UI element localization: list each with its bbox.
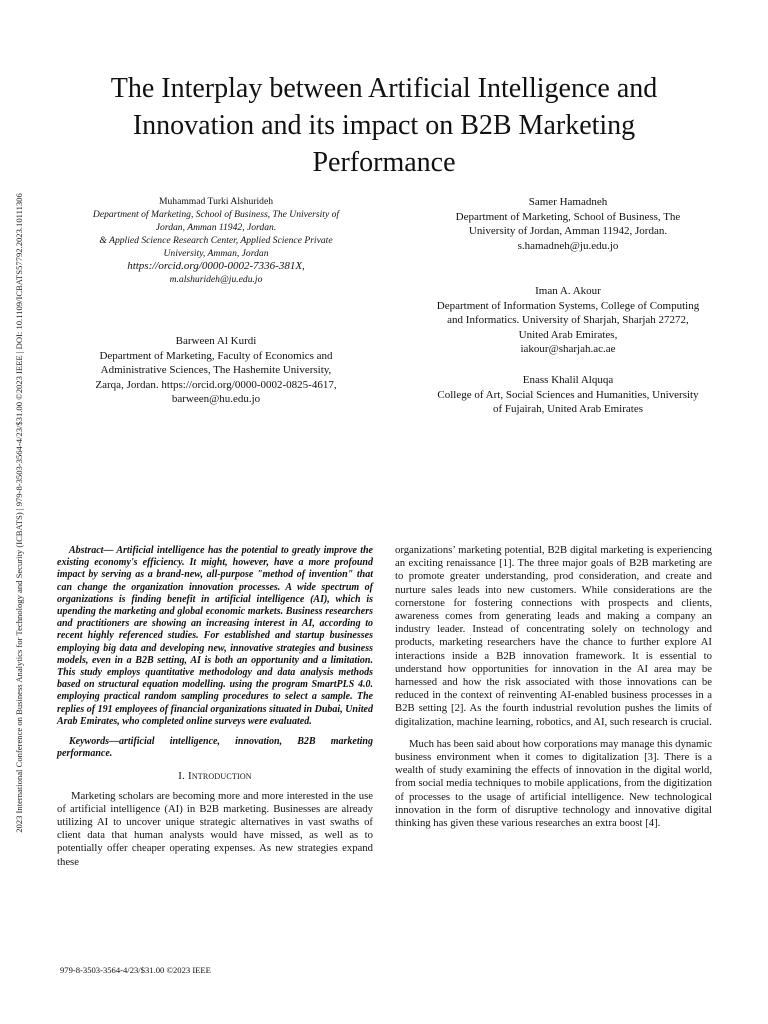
author-affiliation: College of Art, Social Sciences and Humanities, University [437, 388, 699, 401]
paper-title [60, 70, 708, 181]
body-paragraph: Much has been said about how corporations may manage this dynamic business environment when it comes to digitalization [3]. There is a wealth of study examining the effects of innovation in the digital world, from social media techniques to mobile applications, from the digitization of processes to the usage of artificial intelligence. New technological innovation in the form of disruptive technology and innovative digital thinking has given these various researches an extra boost [4]. [395, 737, 712, 830]
author-email[interactable]: iakour@sharjah.ac.ae [520, 343, 616, 355]
author-affiliation: of Fujairah, United Arab Emirates [493, 403, 643, 415]
right-column [395, 544, 712, 830]
author-block-5 [400, 373, 736, 417]
author-orcid[interactable]: https://orcid.org/0000-0002-7336-381X, [127, 260, 305, 272]
author-block-1 [52, 195, 380, 286]
author-block-3 [52, 334, 380, 407]
author-affiliation: Administrative Sciences, The Hashemite University, [100, 364, 332, 376]
author-block-4 [400, 284, 736, 357]
left-column [57, 545, 373, 869]
author-affiliation: United Arab Emirates, [518, 328, 618, 341]
keywords: Keywords—artificial intelligence, innovation, B2B marketing performance. [57, 736, 373, 760]
author-affiliation: Department of Marketing, School of Business, The University of [92, 209, 340, 220]
title-line: The Interplay between Artificial Intelligence and [110, 73, 658, 104]
title-line: Innovation and its impact on B2B Marketing [132, 110, 636, 141]
body-paragraph: organizations’ marketing potential, B2B digital marketing is experiencing an exciting renaissance [1]. The three major goals of B2B marketing are to promote greater understanding, prod consideration, and create and nurture sales leads into new customers. While considerations are the cornerstone for fostering connections with prospects and clients, awareness comes from generating leads and making a company an industry leader. Instead of concentrating solely on technology and products, marketing researchers have the chance to further explore AI interactions inside a B2B innovation framework. It is essential to understand how opportunities for innovation in the AI area may be harnessed and how the risk associated with those innovations can be reduced in the context of reinventing AI-enabled business processes in a B2B setting [2]. As the fourth industrial revolution pushes the limits of digitalization, machine learning, robotics, and AI, such research is crucial. [395, 544, 712, 728]
author-affiliation: University of Jordan, Amman 11942, Jordan. [468, 225, 668, 237]
author-name: Barween Al Kurdi [175, 335, 257, 347]
author-name: Enass Khalil Alquqa [522, 374, 614, 386]
author-email[interactable]: m.alshurideh@ju.edu.jo [169, 274, 263, 285]
side-margin-note [4, 128, 34, 898]
author-name: Samer Hamadneh [528, 196, 608, 208]
author-affiliation: University, Amman, Jordan [163, 248, 269, 259]
intro-paragraph: Marketing scholars are becoming more and more interested in the use of artificial intelligence (AI) in B2B marketing. Businesses are already utilizing AI to uncover unique strategic alternatives in vast swaths of client data that human analysts would have missed, as well as to potentially offer cheaper operating expenses. As new strategies expand these [57, 789, 373, 868]
author-affiliation: Department of Marketing, School of Business, The [455, 210, 681, 223]
author-affiliation: and Informatics. University of Sharjah, Sharjah 27272, [447, 314, 689, 326]
section-heading: I. Introduction [178, 770, 252, 783]
author-affiliation: Department of Marketing, Faculty of Economics and [99, 349, 333, 362]
conference-doi-note: 2023 International Conference on Business Analytics for Technology and Security (ICBATS) | 979-8-3503-3564-4/23/$31.00 ©2023 IEEE | DOI: 10.1109/ICBATS57792.2023.10111306 [14, 193, 24, 833]
author-affiliation: Jordan, Amman 11942, Jordan. [155, 222, 277, 233]
author-affiliation: Zarqa, Jordan. https://orcid.org/0000-0002-0825-4617, [95, 378, 337, 391]
author-email[interactable]: s.hamadneh@ju.edu.jo [517, 239, 619, 252]
page-footer: 979-8-3503-3564-4/23/$31.00 ©2023 IEEE [60, 965, 211, 975]
author-affiliation: & Applied Science Research Center, Applied Science Private [99, 235, 333, 246]
author-email[interactable]: barween@hu.edu.jo [171, 393, 261, 405]
abstract: Abstract— Artificial intelligence has the potential to greatly improve the existing economy's efficiency. It might, however, have a more profound impact by serving as a brand-new, all-purpose "method of invention" that can change the organization innovation processes. A wide spectrum of organizations is finding benefit in artificial intelligence (AI), which is upending the marketing and global economic markets. Business researchers and practitioners are showing an increasing interest in AI, according to recent highly referenced studies. For established and startup businesses employing big data and developing new, innovative strategies and business models, even in a B2B setting, AI is both an opportunity and a limitation. This study employs quantitative methodology and data analysis methods based on structural equation modelling. using the program SmartPLS 4.0. employing practical random sampling procedures to select a sample. The replies of 191 employees of financial organizations situated in Dubai, United Arab Emirates, who completed online surveys were evaluated. [57, 545, 373, 727]
author-name: Muhammad Turki Alshurideh [158, 196, 274, 207]
author-name: Iman A. Akour [535, 285, 601, 297]
author-block-2 [408, 195, 728, 253]
title-line: Performance [312, 147, 456, 178]
author-affiliation: Department of Information Systems, College of Computing [436, 299, 700, 312]
